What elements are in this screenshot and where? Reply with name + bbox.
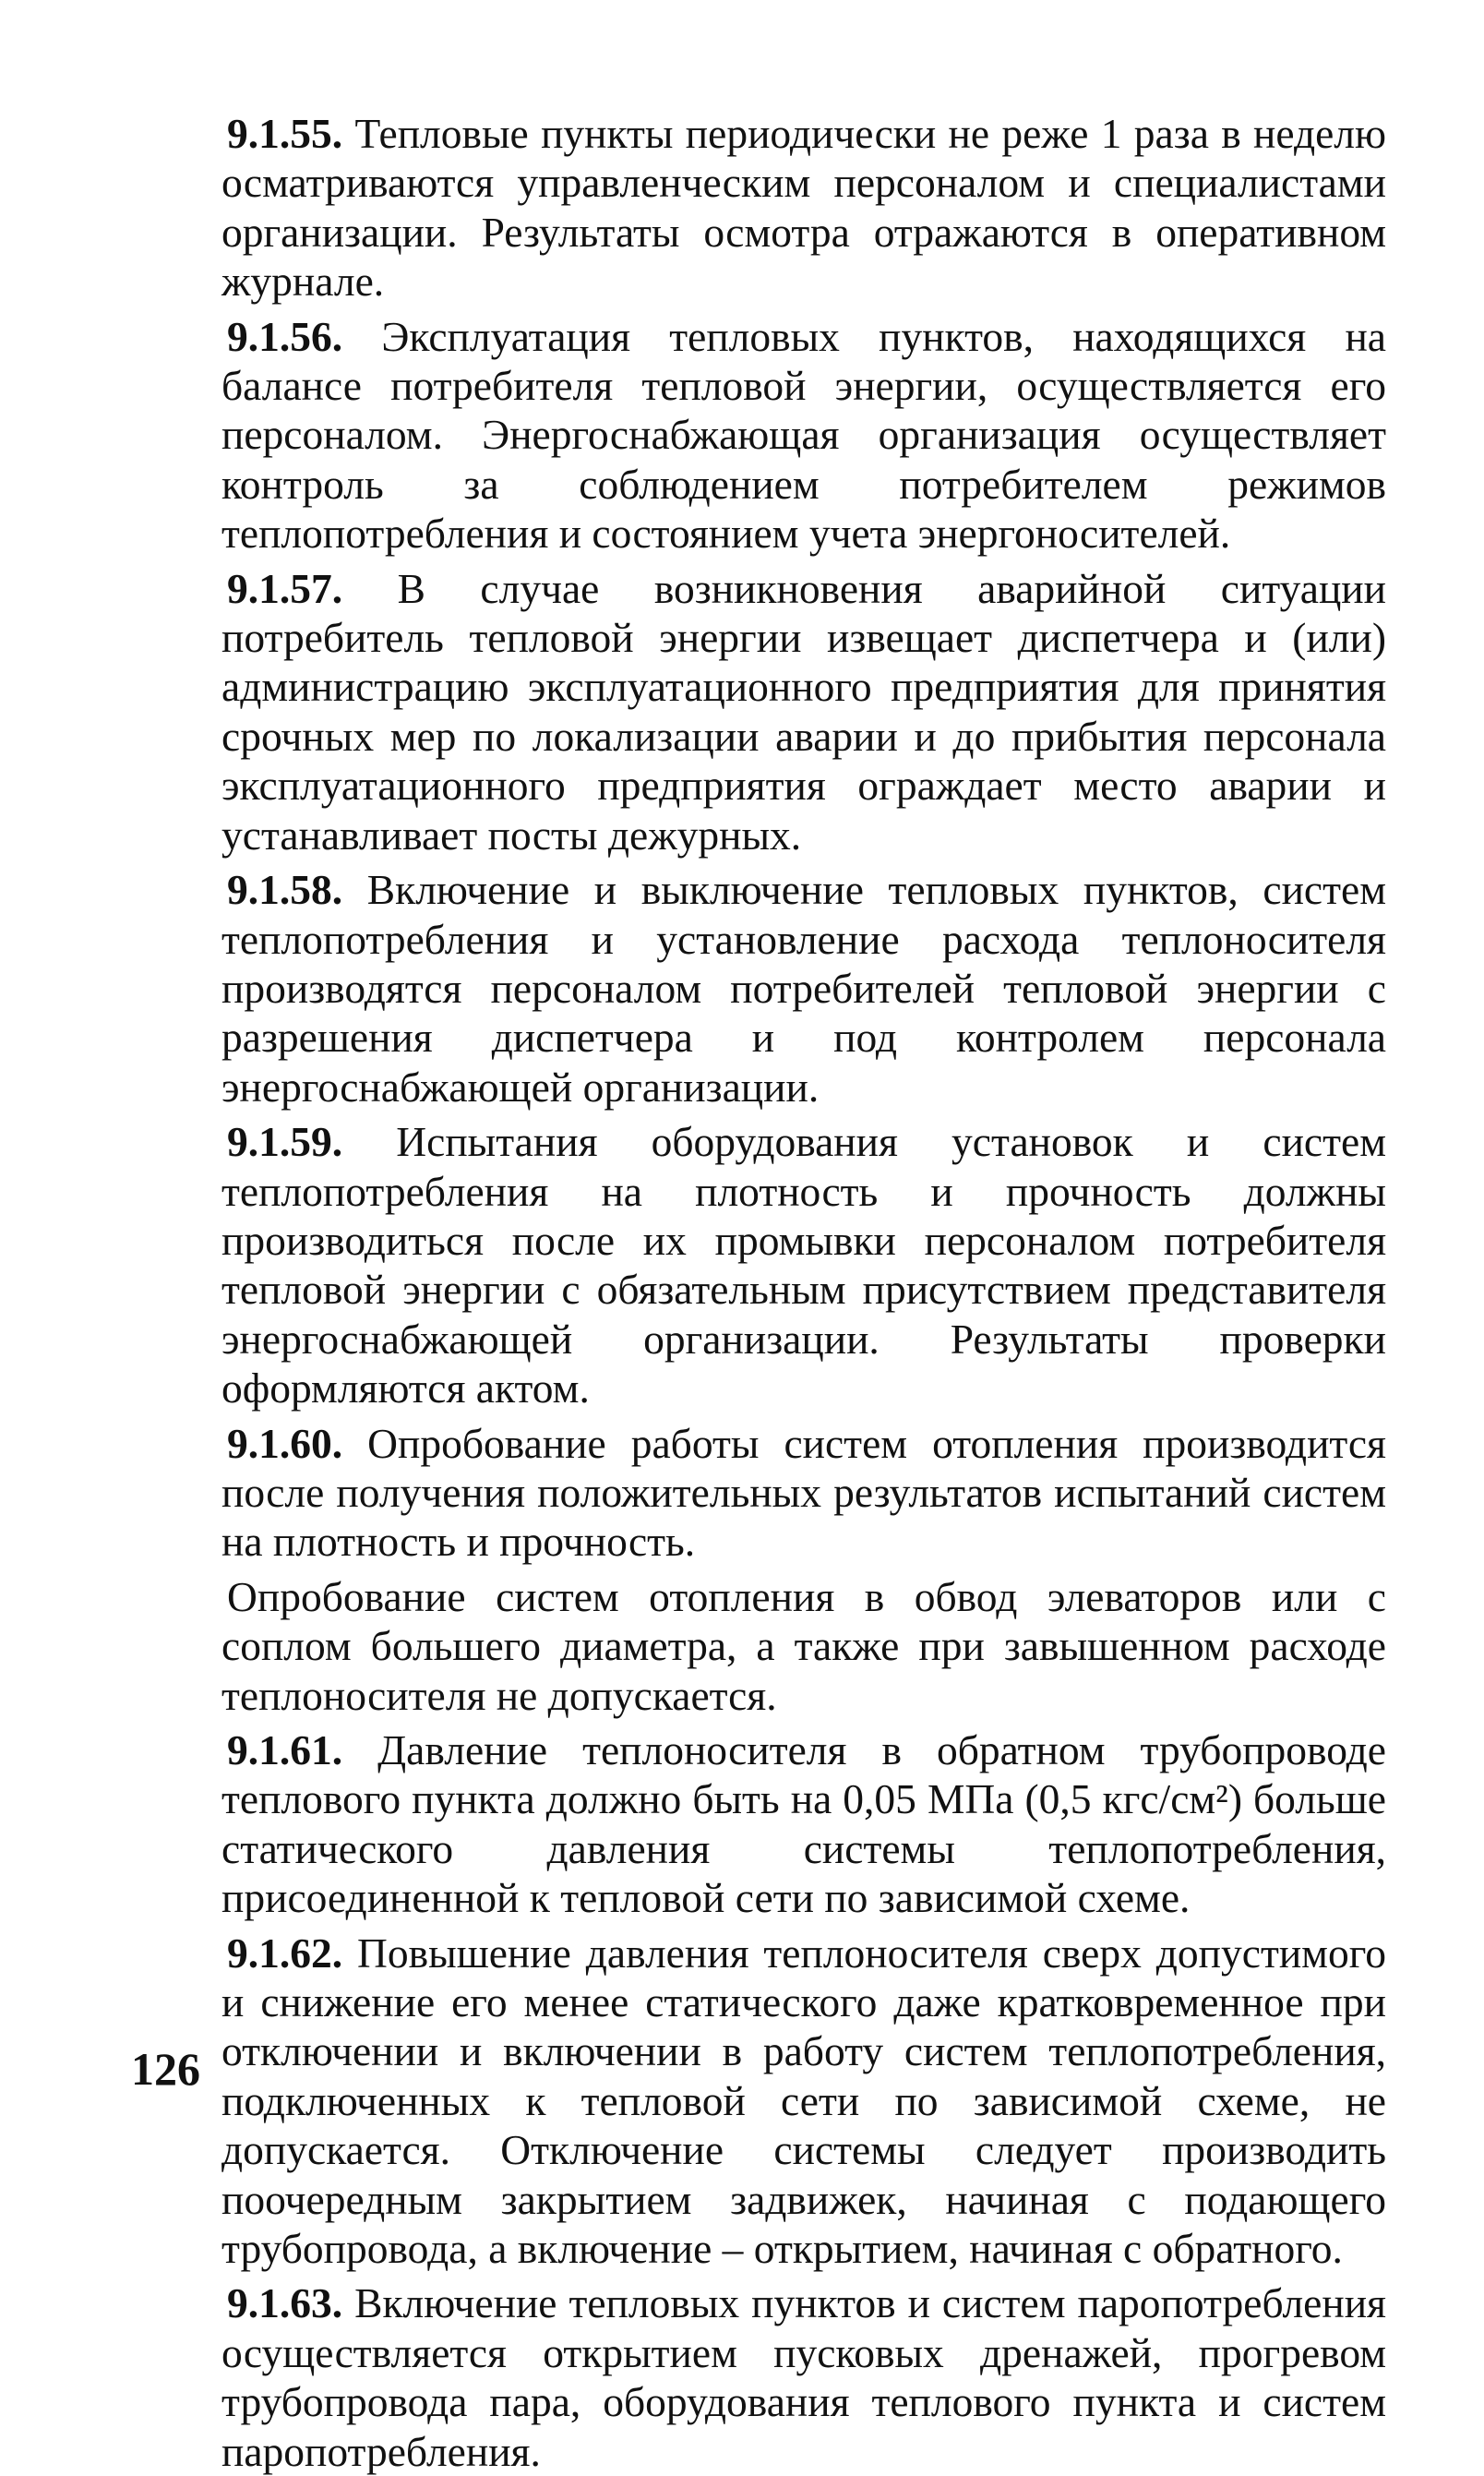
clause-text: Эксплуатация тепловых пунктов, находящихся на балансе потребителя тепловой энергии, осуществляется его персоналом. Энергоснабжающая организация осуществляет контроль за соблюдением потребителем режимов теплопотребления и состоянием учета энергоносителей. (221, 312, 1386, 558)
paragraph-9-1-57 (221, 564, 1386, 859)
paragraph-9-1-60-continued (221, 1572, 1386, 1720)
clause-number: 9.1.59. (227, 1118, 343, 1166)
clause-number: 9.1.56. (227, 312, 343, 360)
clause-text: Тепловые пункты периодически не реже 1 раза в неделю осматриваются управленческим персоналом и специалистами организации. Результаты осмотра отражаются в оперативном журнале. (221, 110, 1386, 306)
clause-text: Повышение давления теплоносителя сверх допустимого и снижение его менее статического даже кратковременное при отключении и включении в работу систем теплопотребления, подключенных к тепловой сети по зависимой схеме, не допускается. Отключение системы следует производить поочередным закрытием задвижек, начиная с подающего трубопровода, а включение – открытием, начиная с обратного. (221, 1929, 1386, 2273)
paragraph-9-1-59 (221, 1117, 1386, 1412)
paragraph-9-1-60 (221, 1419, 1386, 1567)
clause-text: Включение и выключение тепловых пунктов, систем теплопотребления и установление расхода теплоносителя производятся персоналом потребителей тепловой энергии с разрешения диспетчера и под контролем персонала энергоснабжающей организации. (221, 866, 1386, 1111)
clause-number: 9.1.62. (227, 1929, 343, 1977)
clause-number: 9.1.60. (227, 1419, 343, 1467)
page-number: 126 (131, 2043, 200, 2095)
paragraph-9-1-61 (221, 1725, 1386, 1923)
clause-text: В случае возникновения аварийной ситуации потребитель тепловой энергии извещает диспетчера и (или) администрацию эксплуатационного предприятия для принятия срочных мер по локализации аварии и до прибытия персонала эксплуатационного предприятия ограждает место аварии и устанавливает посты дежурных. (221, 564, 1386, 859)
clause-number: 9.1.55. (227, 110, 343, 157)
clause-number: 9.1.61. (227, 1726, 343, 1773)
clause-number: 9.1.57. (227, 564, 343, 612)
paragraph-9-1-55 (221, 109, 1386, 306)
clause-text: Опробование работы систем отопления производится после получения положительных результатов испытаний систем на плотность и прочность. (221, 1419, 1386, 1566)
clause-number: 9.1.58. (227, 866, 343, 914)
clause-text: Давление теплоносителя в обратном трубопроводе теплового пункта должно быть на 0,05 МПа (0,5 кгс/см²) больше статического давления системы теплопотребления, присоединенной к тепловой сети по зависимой схеме. (221, 1726, 1386, 1922)
clause-text: Опробование систем отопления в обвод элеваторов или с соплом большего диаметра, а также при завышенном расходе теплоносителя не допускается. (221, 1572, 1386, 1719)
paragraph-9-1-56 (221, 312, 1386, 559)
page-body (221, 109, 1386, 2476)
paragraph-9-1-62 (221, 1929, 1386, 2274)
clause-number: 9.1.63. (227, 2279, 343, 2327)
clause-text: Включение тепловых пунктов и систем паропотребления осуществляется открытием пусковых дренажей, прогревом трубопровода пара, оборудования теплового пункта и систем паропотребления. (221, 2279, 1386, 2475)
paragraph-9-1-58 (221, 865, 1386, 1112)
paragraph-9-1-63 (221, 2278, 1386, 2476)
clause-text: Испытания оборудования установок и систем теплопотребления на плотность и прочность должны производиться после их промывки персоналом потребителя тепловой энергии с обязательным присутствием представителя энергоснабжающей организации. Результаты проверки оформляются актом. (221, 1118, 1386, 1412)
